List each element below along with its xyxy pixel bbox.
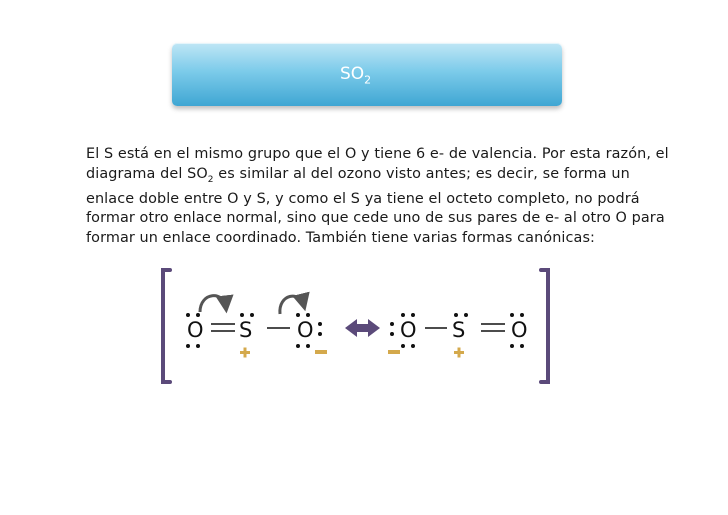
left-oxygen-1: O [187, 318, 204, 342]
left-bracket [163, 270, 170, 382]
plus-charge-left [240, 348, 250, 358]
curved-arrow-2 [280, 296, 304, 314]
left-double-bond [211, 324, 235, 331]
title-main: SO [340, 64, 365, 84]
paragraph-part1: El S está en el mismo grupo que el O y tiene 6 e- de valencia. Por esta razón, el diagrama del SO [86, 146, 669, 182]
paragraph-part2: es similar al del ozono visto antes; es decir, se forma un enlace doble entre O y S, y como el S ya tiene el octeto completo, no podrá formar otro enlace normal, sino que cede uno de sus pares de e- al otro O para formar un enlace coordinado. También tiene varias formas canónicas: [86, 165, 665, 246]
right-bracket [541, 270, 548, 382]
title-subscript: 2 [364, 73, 372, 87]
paragraph-subscript: 2 [207, 174, 214, 185]
left-sulfur: S [239, 318, 253, 342]
left-structure [186, 296, 327, 358]
right-structure [388, 313, 528, 358]
right-sulfur: S [452, 318, 466, 342]
curved-arrow-1 [200, 296, 226, 312]
minus-charge-right [388, 350, 400, 354]
plus-charge-right [454, 348, 464, 358]
left-oxygen-2: O [297, 318, 314, 342]
minus-charge-left [315, 350, 327, 354]
right-oxygen-1: O [400, 318, 417, 342]
resonance-arrow [345, 319, 380, 337]
right-oxygen-2: O [511, 318, 528, 342]
right-double-bond [481, 324, 505, 331]
